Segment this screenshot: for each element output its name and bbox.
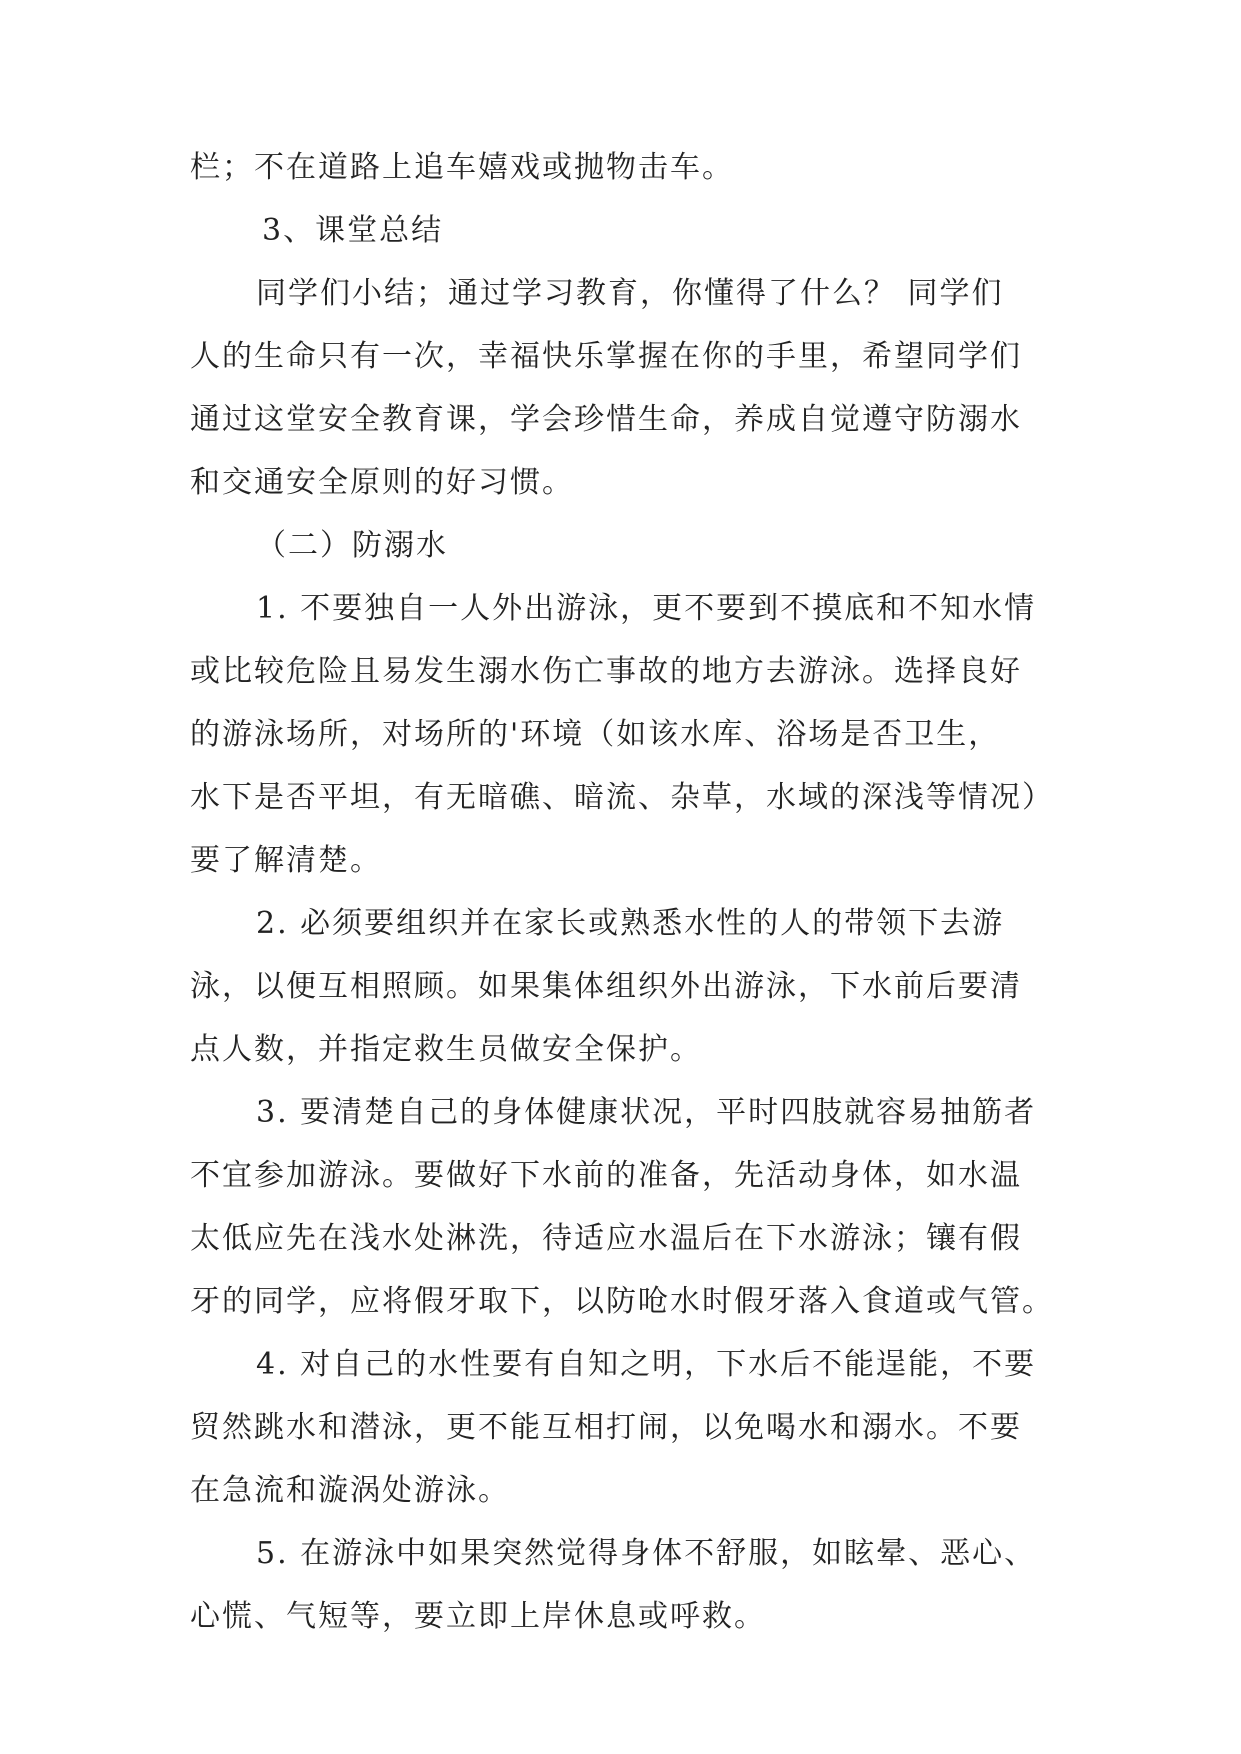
section-heading: （二）防溺水	[256, 528, 448, 563]
text-line: 太低应先在浅水处淋洗，待适应水温后在下水游泳；镶有假	[190, 1221, 1022, 1256]
text-line: 泳，以便互相照顾。如果集体组织外出游泳，下水前后要清	[190, 969, 1022, 1004]
text-line: 不宜参加游泳。要做好下水前的准备，先活动身体，如水温	[190, 1158, 1022, 1193]
text-line: 2. 必须要组织并在家长或熟悉水性的人的带领下去游	[256, 906, 1005, 941]
text-line: 在急流和漩涡处游泳。	[190, 1473, 510, 1508]
text-line: 5. 在游泳中如果突然觉得身体不舒服，如眩晕、恶心、	[256, 1536, 1037, 1571]
text-line: 的游泳场所，对场所的'环境（如该水库、浴场是否卫生，	[190, 717, 1001, 752]
text-line: 牙的同学，应将假牙取下，以防呛水时假牙落入食道或气管。	[190, 1284, 1054, 1319]
text-line: 通过这堂安全教育课，学会珍惜生命，养成自觉遵守防溺水	[190, 402, 1022, 437]
text-line: 栏；不在道路上追车嬉戏或抛物击车。	[190, 150, 734, 185]
text-line: 或比较危险且易发生溺水伤亡事故的地方去游泳。选择良好	[190, 654, 1022, 689]
text-line: 点人数，并指定救生员做安全保护。	[190, 1032, 702, 1067]
text-line: 4. 对自己的水性要有自知之明，下水后不能逞能，不要	[256, 1347, 1037, 1382]
text-line: 心慌、气短等，要立即上岸休息或呼救。	[190, 1599, 766, 1634]
text-line: 要了解清楚。	[190, 843, 382, 878]
text-line: 1. 不要独自一人外出游泳，更不要到不摸底和不知水情	[256, 591, 1037, 626]
text-line: 人的生命只有一次，幸福快乐掌握在你的手里，希望同学们	[190, 339, 1022, 374]
text-line: 和交通安全原则的好习惯。	[190, 465, 574, 500]
text-line: 同学们小结；通过学习教育，你懂得了什么？ 同学们	[256, 276, 1004, 311]
text-line: 3. 要清楚自己的身体健康状况，平时四肢就容易抽筋者	[256, 1095, 1037, 1130]
text-line: 水下是否平坦，有无暗礁、暗流、杂草，水域的深浅等情况）	[190, 780, 1054, 815]
text-line: 贸然跳水和潜泳，更不能互相打闹，以免喝水和溺水。不要	[190, 1410, 1022, 1445]
section-heading: 3、课堂总结	[262, 213, 444, 248]
